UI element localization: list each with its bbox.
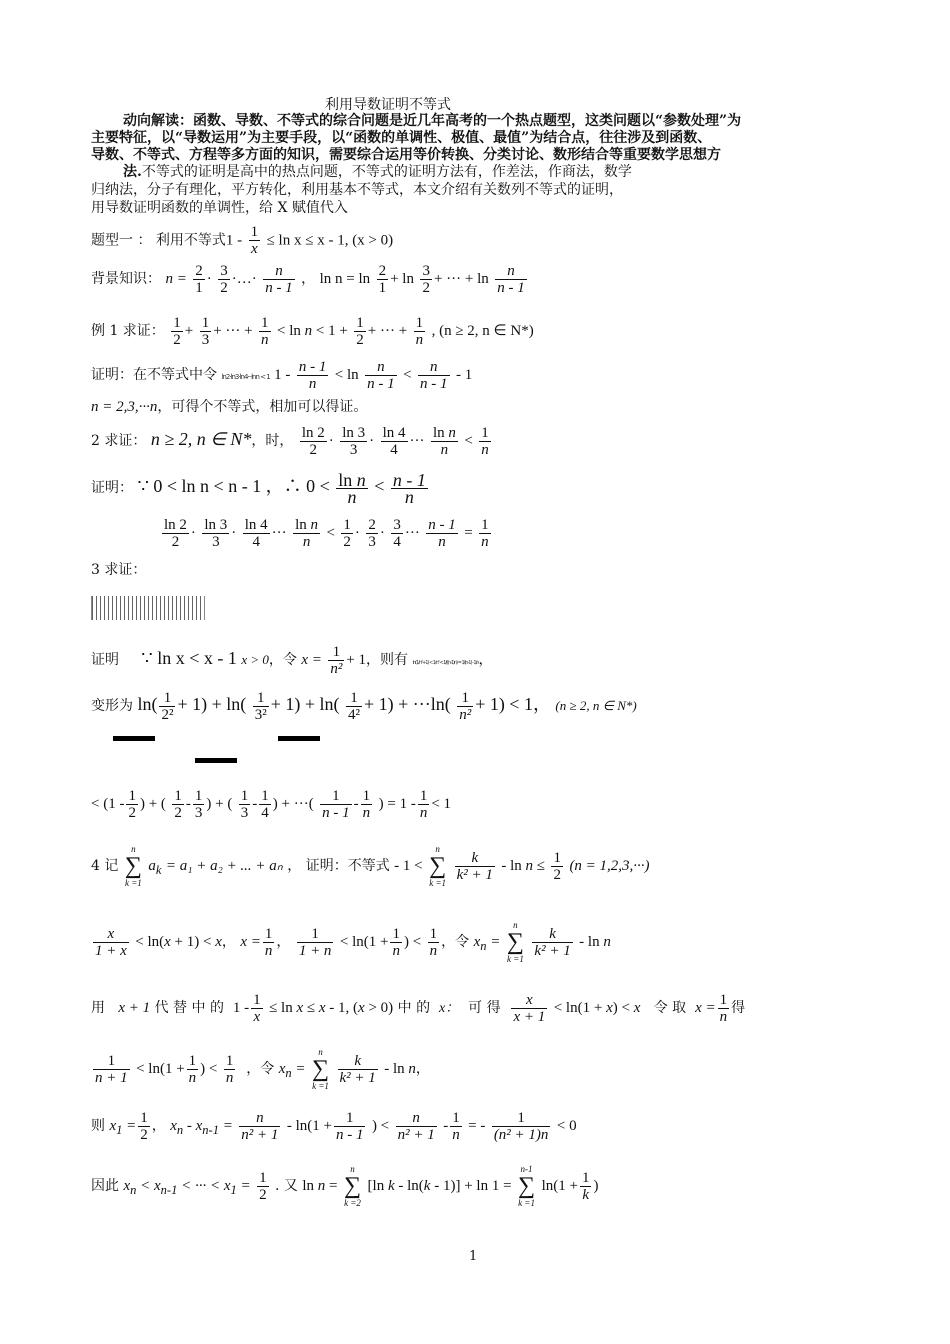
garbled-tiny-formula-2: ln(1/n²+1) < 1/n² < 1/((n-1)n) = 1/(n-1) - 1/n [412, 660, 479, 666]
intro-line-3: 导数、不等式、方程等多方面的知识，需要综合运用等价转换、分类讨论、数形结合等重要数学思想方 [91, 147, 721, 163]
telescoping-sum: < (1 - $\frac{1}{2}$ ) + ( $\frac{1}{2}$ - $\frac{1}{3}$ ) + ( $\frac{1}{3}$ - $\frac{1}{4}$ ) + ···( $\frac{1}{n - 1}$ - $\frac{1}{n}$ ) = 1 - $\frac{1}{n}$ < 1 [91, 787, 452, 821]
intro-line-2: 主要特征，以“导数运用”为主要手段，以“函数的单调性、极值、最值”为结合点，往往涉及到函数、 [91, 130, 712, 146]
lemma-line: $\frac{x}{1 + x}$ < ln(x + 1) < x， x = $\frac{1}{n}$ ， $\frac{1}{1 + n}$ < ln(1 + $\frac{1}{n}$ ) < $\frac{1}{n}$ ，令 $x_n$ = n ∑ k =1 $\frac{k}{\text{k² + 1}}$ - ln n [95, 920, 611, 964]
background-line: 背景知识： n = $\frac{2}{1}$ · $\frac{3}{2}$ ·…· $\frac{n}{n - 1}$ ， ln n = ln $\frac{2}{1}$ + ln $\frac{3}{2}$ + ··· + ln $\frac{n}{n - 1}$ [91, 262, 525, 296]
xn-def-line: $\frac{1}{n + 1}$ < ln(1 + $\frac{1}{n}$ ) < $\frac{1}{n}$ ，令 $x_n$ = n ∑ k =1 $\frac{k}{\text{k² + 1}}$ - ln n， [95, 1047, 430, 1091]
type1-line: 题型一 ： 利用不等式1 - $\frac{1}{x}$ ≤ ln x ≤ x - 1, (x > 0) [91, 224, 394, 257]
example-4: 4 记 n ∑ k =1 $a_k = a_1 + a_2$ + ... + aₙ ， 证明：不等式 - 1 < n ∑ k =1 $\frac{k}{\text{k² + 1}}$ - ln n ≤ $\frac{1}{2}$ (n = 1,2,3,···) [91, 844, 650, 888]
intro-line-4: 法.不等式的证明是高中的热点问题，不等式的证明方法有，作差法，作商法，数学 [123, 164, 632, 180]
proof-1: 证明：在不等式中令 ln2·ln3·ln4···lnn < 1 1 - $\frac{n - 1}{n}$ < ln $\frac{n}{n - 1}$ < $\frac{n}{n - 1}$ - 1 [91, 358, 473, 392]
redaction-bar [195, 758, 237, 763]
page-title: 利用导数证明不等式 [325, 97, 451, 113]
redaction-bar [113, 736, 155, 741]
substitute-line: 用 x + 1 代 替 中 的 1 - $\frac{1}{x}$ ≤ ln x ≤ x - 1, (x > 0) 中 的 x： 可 得 $\frac{x}{x + 1}$ < ln(1 + x) < x 令 取 x = $\frac{1}{n}$ 得 [91, 991, 746, 1025]
garbled-tiny-formula: ln2·ln3·ln4···lnn < 1 [221, 373, 270, 381]
example-2: 2 求证： n ≥ 2, n ∈ N*，时， $\frac{\ln 2}{2}$ · $\frac{\ln 3}{3}$ · $\frac{\ln 4}{4}$ ··· $\frac{\text{ln n}}{n}$ < $\frac{1}{n}$ [91, 424, 489, 458]
transform-line: 变形为 ln( $\frac{1}{\text{2²}}$ + 1) + ln( $\frac{1}{\text{3²}}$ + 1) + ln( $\frac{1}{\text{4²}}$ + 1) + ···ln( $\frac{1}{\text{n²}}$ + 1) < 1， (n ≥ 2, n ∈ N*) [91, 689, 637, 723]
example-3: 3 求证： [91, 562, 147, 578]
redaction-bar [278, 736, 320, 741]
intro-line-6: 用导数证明函数的单调性，给 X 赋值代入 [91, 200, 348, 216]
intro-line-5: 归纳法，分子有理化，平方转化，利用基本不等式，本文介绍有关数列不等式的证明， [91, 182, 623, 198]
example-1: 例 1 求证： $\frac{1}{2}$ + $\frac{1}{3}$ + ··· + $\frac{1}{n}$ < ln n < 1 + $\frac{1}{2}$ + ··· + $\frac{1}{n}$ , (n ≥ 2, n ∈ N*) [91, 314, 534, 348]
hence-line: 因此 $x_n < x_{n-1}$ < ··· < $x_1$ = $\frac{1}{2}$ . 又 ln n = n ∑ k =2 [ln k - ln(k - 1)] + ln 1 = n-1 ∑ k =1 ln(1 + $\frac{1}{k}$ ) [91, 1164, 599, 1208]
garbled-formula-image [91, 596, 205, 620]
then-line: 则 $x_1$ = $\frac{1}{2}$ ， $x_n - x_{n-1}$ = $\frac{n}{\text{n² + 1}}$ - ln(1 + $\frac{1}{n - 1}$ ) < $\frac{n}{\text{n² + 1}}$ - $\frac{1}{n}$ = - $\frac{1}{\text{(n² + 1)n}}$ < 0 [91, 1109, 577, 1143]
page-number: 1 [469, 1249, 478, 1264]
intro-line-1: 动向解读：函数、导数、不等式的综合问题是近几年高考的一个热点题型，这类问题以“参数处理”为 [123, 113, 742, 129]
proof-3: 证明 ∵ ln x < x - 1 x > 0，令 x = $\frac{1}{\text{n²}}$ + 1，则有 ln(1/n²+1) < 1/n² < 1/((n-1)n) = 1/(n-1) - 1/n， [91, 643, 493, 677]
proof-2: 证明： ∵ 0 < ln n < n - 1 ，∴ 0 < $\frac{\text{ln n}}{n}$ < $\frac{n - 1}{n}$ [91, 469, 426, 507]
proof-1-cont: n = 2,3,···n，可得个不等式，相加可以得证。 [91, 399, 368, 415]
proof-2-chain: $\frac{\ln 2}{2}$ · $\frac{\ln 3}{3}$ · $\frac{\ln 4}{4}$ ··· $\frac{\text{ln n}}{n}$ < $\frac{1}{2}$ · $\frac{2}{3}$ · $\frac{3}{4}$ ··· $\frac{n - 1}{n}$ = $\frac{1}{n}$ [164, 516, 489, 550]
